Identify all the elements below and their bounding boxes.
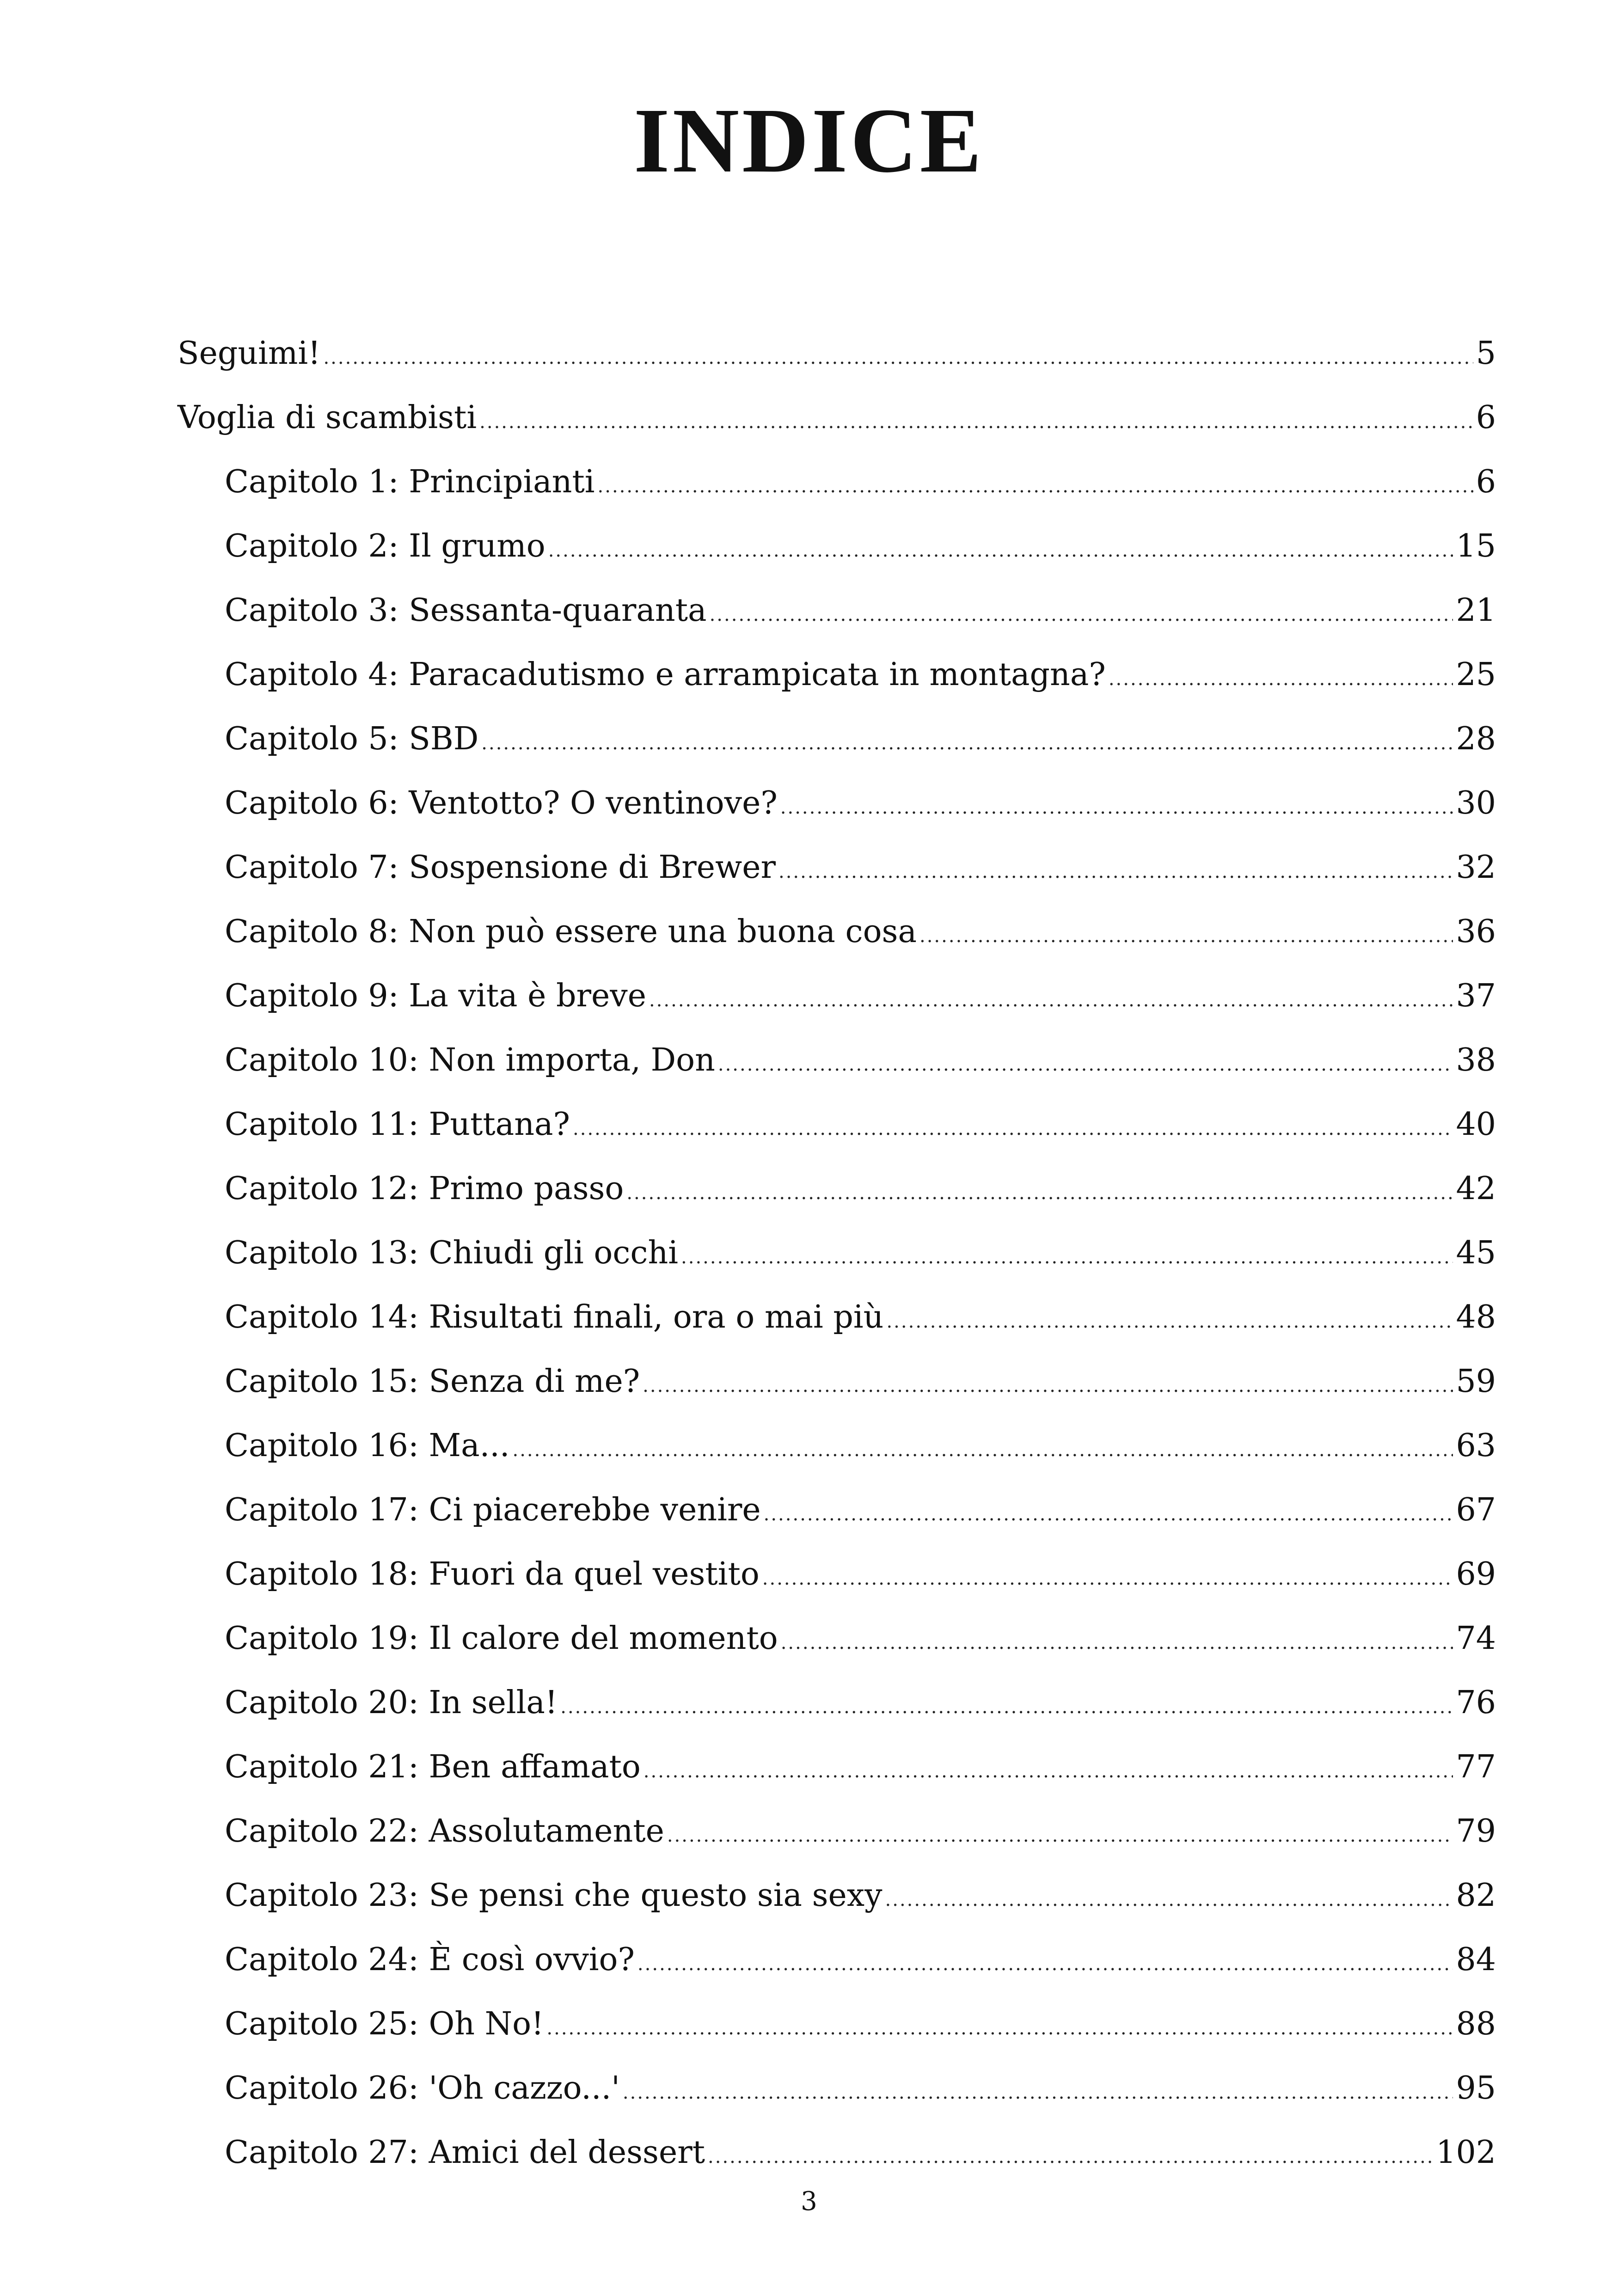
toc-entry[interactable] <box>178 1799 1496 1863</box>
toc-entry-page-number: 6 <box>1476 464 1496 500</box>
toc-entry-label: Capitolo 25: Oh No! <box>225 2006 544 2042</box>
toc-dot-leader <box>649 968 1453 1033</box>
toc-entry-page-number: 21 <box>1456 592 1496 629</box>
page-title: INDICE <box>633 90 985 192</box>
toc-entry[interactable] <box>178 1606 1496 1671</box>
toc-entry-label: Capitolo 4: Paracadutismo e arrampicata in montagna? <box>225 656 1106 693</box>
toc-entry-page-number: 69 <box>1456 1556 1496 1592</box>
toc-dot-leader <box>718 1033 1453 1097</box>
toc-entry[interactable] <box>178 835 1496 900</box>
toc-dot-leader <box>764 1482 1453 1547</box>
toc-dot-leader <box>548 519 1453 583</box>
toc-dot-leader <box>886 1290 1453 1354</box>
toc-dot-leader <box>762 1547 1453 1611</box>
toc-entry-label: Capitolo 2: Il grumo <box>225 528 545 564</box>
toc-entry[interactable] <box>178 2120 1496 2185</box>
toc-entry-page-number: 15 <box>1456 528 1496 564</box>
toc-entry-page-number: 84 <box>1456 1941 1496 1978</box>
toc-entry-page-number: 48 <box>1456 1299 1496 1335</box>
toc-entry-page-number: 45 <box>1456 1235 1496 1271</box>
toc-entry[interactable] <box>178 1735 1496 1799</box>
toc-entry-label: Capitolo 8: Non può essere una buona cosa <box>225 913 917 950</box>
toc-dot-leader <box>512 1418 1453 1482</box>
toc-entry[interactable] <box>178 578 1496 643</box>
toc-entry-page-number: 79 <box>1456 1813 1496 1849</box>
toc-entry-label: Capitolo 23: Se pensi che questo sia sexy <box>225 1877 883 1914</box>
toc-entry[interactable] <box>178 1928 1496 1992</box>
toc-entry[interactable] <box>178 771 1496 835</box>
toc-entry-label: Capitolo 3: Sessanta-quaranta <box>225 592 707 629</box>
toc-entry-label: Capitolo 5: SBD <box>225 721 479 757</box>
toc-entry-page-number: 38 <box>1456 1042 1496 1078</box>
toc-entry[interactable] <box>178 707 1496 771</box>
toc-dot-leader <box>546 1996 1453 2061</box>
toc-entry-label: Capitolo 11: Puttana? <box>225 1106 570 1143</box>
toc-entry[interactable] <box>178 1092 1496 1157</box>
toc-entry-page-number: 40 <box>1456 1106 1496 1143</box>
toc-dot-leader <box>667 1804 1453 1868</box>
toc-entry-label: Capitolo 24: È così ovvio? <box>225 1941 635 1978</box>
toc-entry-label: Capitolo 9: La vita è breve <box>225 978 646 1014</box>
toc-entry-page-number: 67 <box>1456 1492 1496 1528</box>
toc-dot-leader <box>323 326 1473 390</box>
toc-entry-page-number: 30 <box>1456 785 1496 821</box>
toc-entry-page-number: 32 <box>1456 849 1496 886</box>
toc-entry-label: Capitolo 20: In sella! <box>225 1684 558 1721</box>
toc-entry[interactable] <box>178 1157 1496 1221</box>
toc-entry-label: Capitolo 12: Primo passo <box>225 1170 624 1207</box>
toc-dot-leader <box>780 776 1453 840</box>
toc-entry[interactable] <box>178 900 1496 964</box>
toc-entry[interactable] <box>178 321 1496 386</box>
table-of-contents <box>178 321 1496 2185</box>
toc-entry[interactable] <box>178 386 1496 450</box>
toc-entry[interactable] <box>178 1671 1496 1735</box>
toc-entry-page-number: 42 <box>1456 1170 1496 1207</box>
toc-entry[interactable] <box>178 1285 1496 1349</box>
toc-entry[interactable] <box>178 2056 1496 2120</box>
toc-entry[interactable] <box>178 1863 1496 1928</box>
toc-entry-label: Capitolo 22: Assolutamente <box>225 1813 664 1849</box>
toc-entry-page-number: 37 <box>1456 978 1496 1014</box>
toc-entry-label: Capitolo 7: Sospensione di Brewer <box>225 849 776 886</box>
toc-dot-leader <box>1109 647 1453 711</box>
toc-entry-label: Capitolo 16: Ma... <box>225 1427 510 1464</box>
toc-entry-page-number: 74 <box>1456 1620 1496 1657</box>
toc-entry-label: Capitolo 21: Ben affamato <box>225 1749 641 1785</box>
toc-dot-leader <box>643 1354 1453 1418</box>
toc-entry[interactable] <box>178 643 1496 707</box>
toc-entry[interactable] <box>178 1478 1496 1542</box>
toc-entry-page-number: 102 <box>1436 2134 1496 2171</box>
toc-dot-leader <box>710 583 1453 647</box>
toc-dot-leader <box>598 454 1473 519</box>
toc-dot-leader <box>708 2125 1433 2189</box>
toc-dot-leader <box>626 1161 1453 1225</box>
toc-entry-page-number: 59 <box>1456 1363 1496 1400</box>
toc-dot-leader <box>778 840 1453 904</box>
toc-dot-leader <box>479 390 1473 454</box>
toc-entry-label: Voglia di scambisti <box>178 399 477 436</box>
toc-entry-page-number: 95 <box>1456 2070 1496 2106</box>
toc-entry-page-number: 76 <box>1456 1684 1496 1721</box>
toc-entry[interactable] <box>178 1992 1496 2056</box>
toc-entry[interactable] <box>178 1542 1496 1606</box>
toc-entry-label: Capitolo 17: Ci piacerebbe venire <box>225 1492 761 1528</box>
toc-dot-leader <box>623 2061 1453 2125</box>
toc-dot-leader <box>919 904 1453 968</box>
toc-dot-leader <box>481 711 1453 776</box>
toc-entry-label: Capitolo 13: Chiudi gli occhi <box>225 1235 679 1271</box>
toc-entry-page-number: 5 <box>1476 335 1496 372</box>
toc-entry-page-number: 88 <box>1456 2006 1496 2042</box>
toc-entry-page-number: 28 <box>1456 721 1496 757</box>
toc-dot-leader <box>781 1611 1453 1675</box>
toc-dot-leader <box>885 1868 1453 1932</box>
toc-entry[interactable] <box>178 1221 1496 1285</box>
toc-entry-page-number: 25 <box>1456 656 1496 693</box>
toc-dot-leader <box>637 1932 1453 1996</box>
toc-entry-label: Capitolo 27: Amici del dessert <box>225 2134 705 2171</box>
toc-entry[interactable] <box>178 1349 1496 1414</box>
toc-entry-label: Capitolo 1: Principianti <box>225 464 595 500</box>
toc-entry-label: Capitolo 10: Non importa, Don <box>225 1042 715 1078</box>
toc-entry-page-number: 36 <box>1456 913 1496 950</box>
toc-entry-label: Seguimi! <box>178 335 321 372</box>
toc-entry-label: Capitolo 26: 'Oh cazzo...' <box>225 2070 620 2106</box>
toc-entry-label: Capitolo 6: Ventotto? O ventinove? <box>225 785 778 821</box>
toc-entry-page-number: 82 <box>1456 1877 1496 1914</box>
page-number: 3 <box>801 2186 817 2216</box>
toc-entry[interactable] <box>178 1028 1496 1092</box>
toc-entry-page-number: 63 <box>1456 1427 1496 1464</box>
toc-entry[interactable] <box>178 450 1496 514</box>
toc-dot-leader <box>681 1225 1453 1290</box>
toc-dot-leader <box>644 1739 1453 1804</box>
toc-dot-leader <box>573 1097 1453 1161</box>
toc-entry-label: Capitolo 14: Risultati finali, ora o mai più <box>225 1299 884 1335</box>
toc-entry-page-number: 77 <box>1456 1749 1496 1785</box>
toc-entry-label: Capitolo 19: Il calore del momento <box>225 1620 778 1657</box>
toc-dot-leader <box>560 1675 1453 1739</box>
toc-entry[interactable] <box>178 964 1496 1028</box>
toc-entry[interactable] <box>178 1414 1496 1478</box>
toc-entry[interactable] <box>178 514 1496 578</box>
toc-entry-label: Capitolo 18: Fuori da quel vestito <box>225 1556 760 1592</box>
toc-entry-page-number: 6 <box>1476 399 1496 436</box>
toc-entry-label: Capitolo 15: Senza di me? <box>225 1363 640 1400</box>
